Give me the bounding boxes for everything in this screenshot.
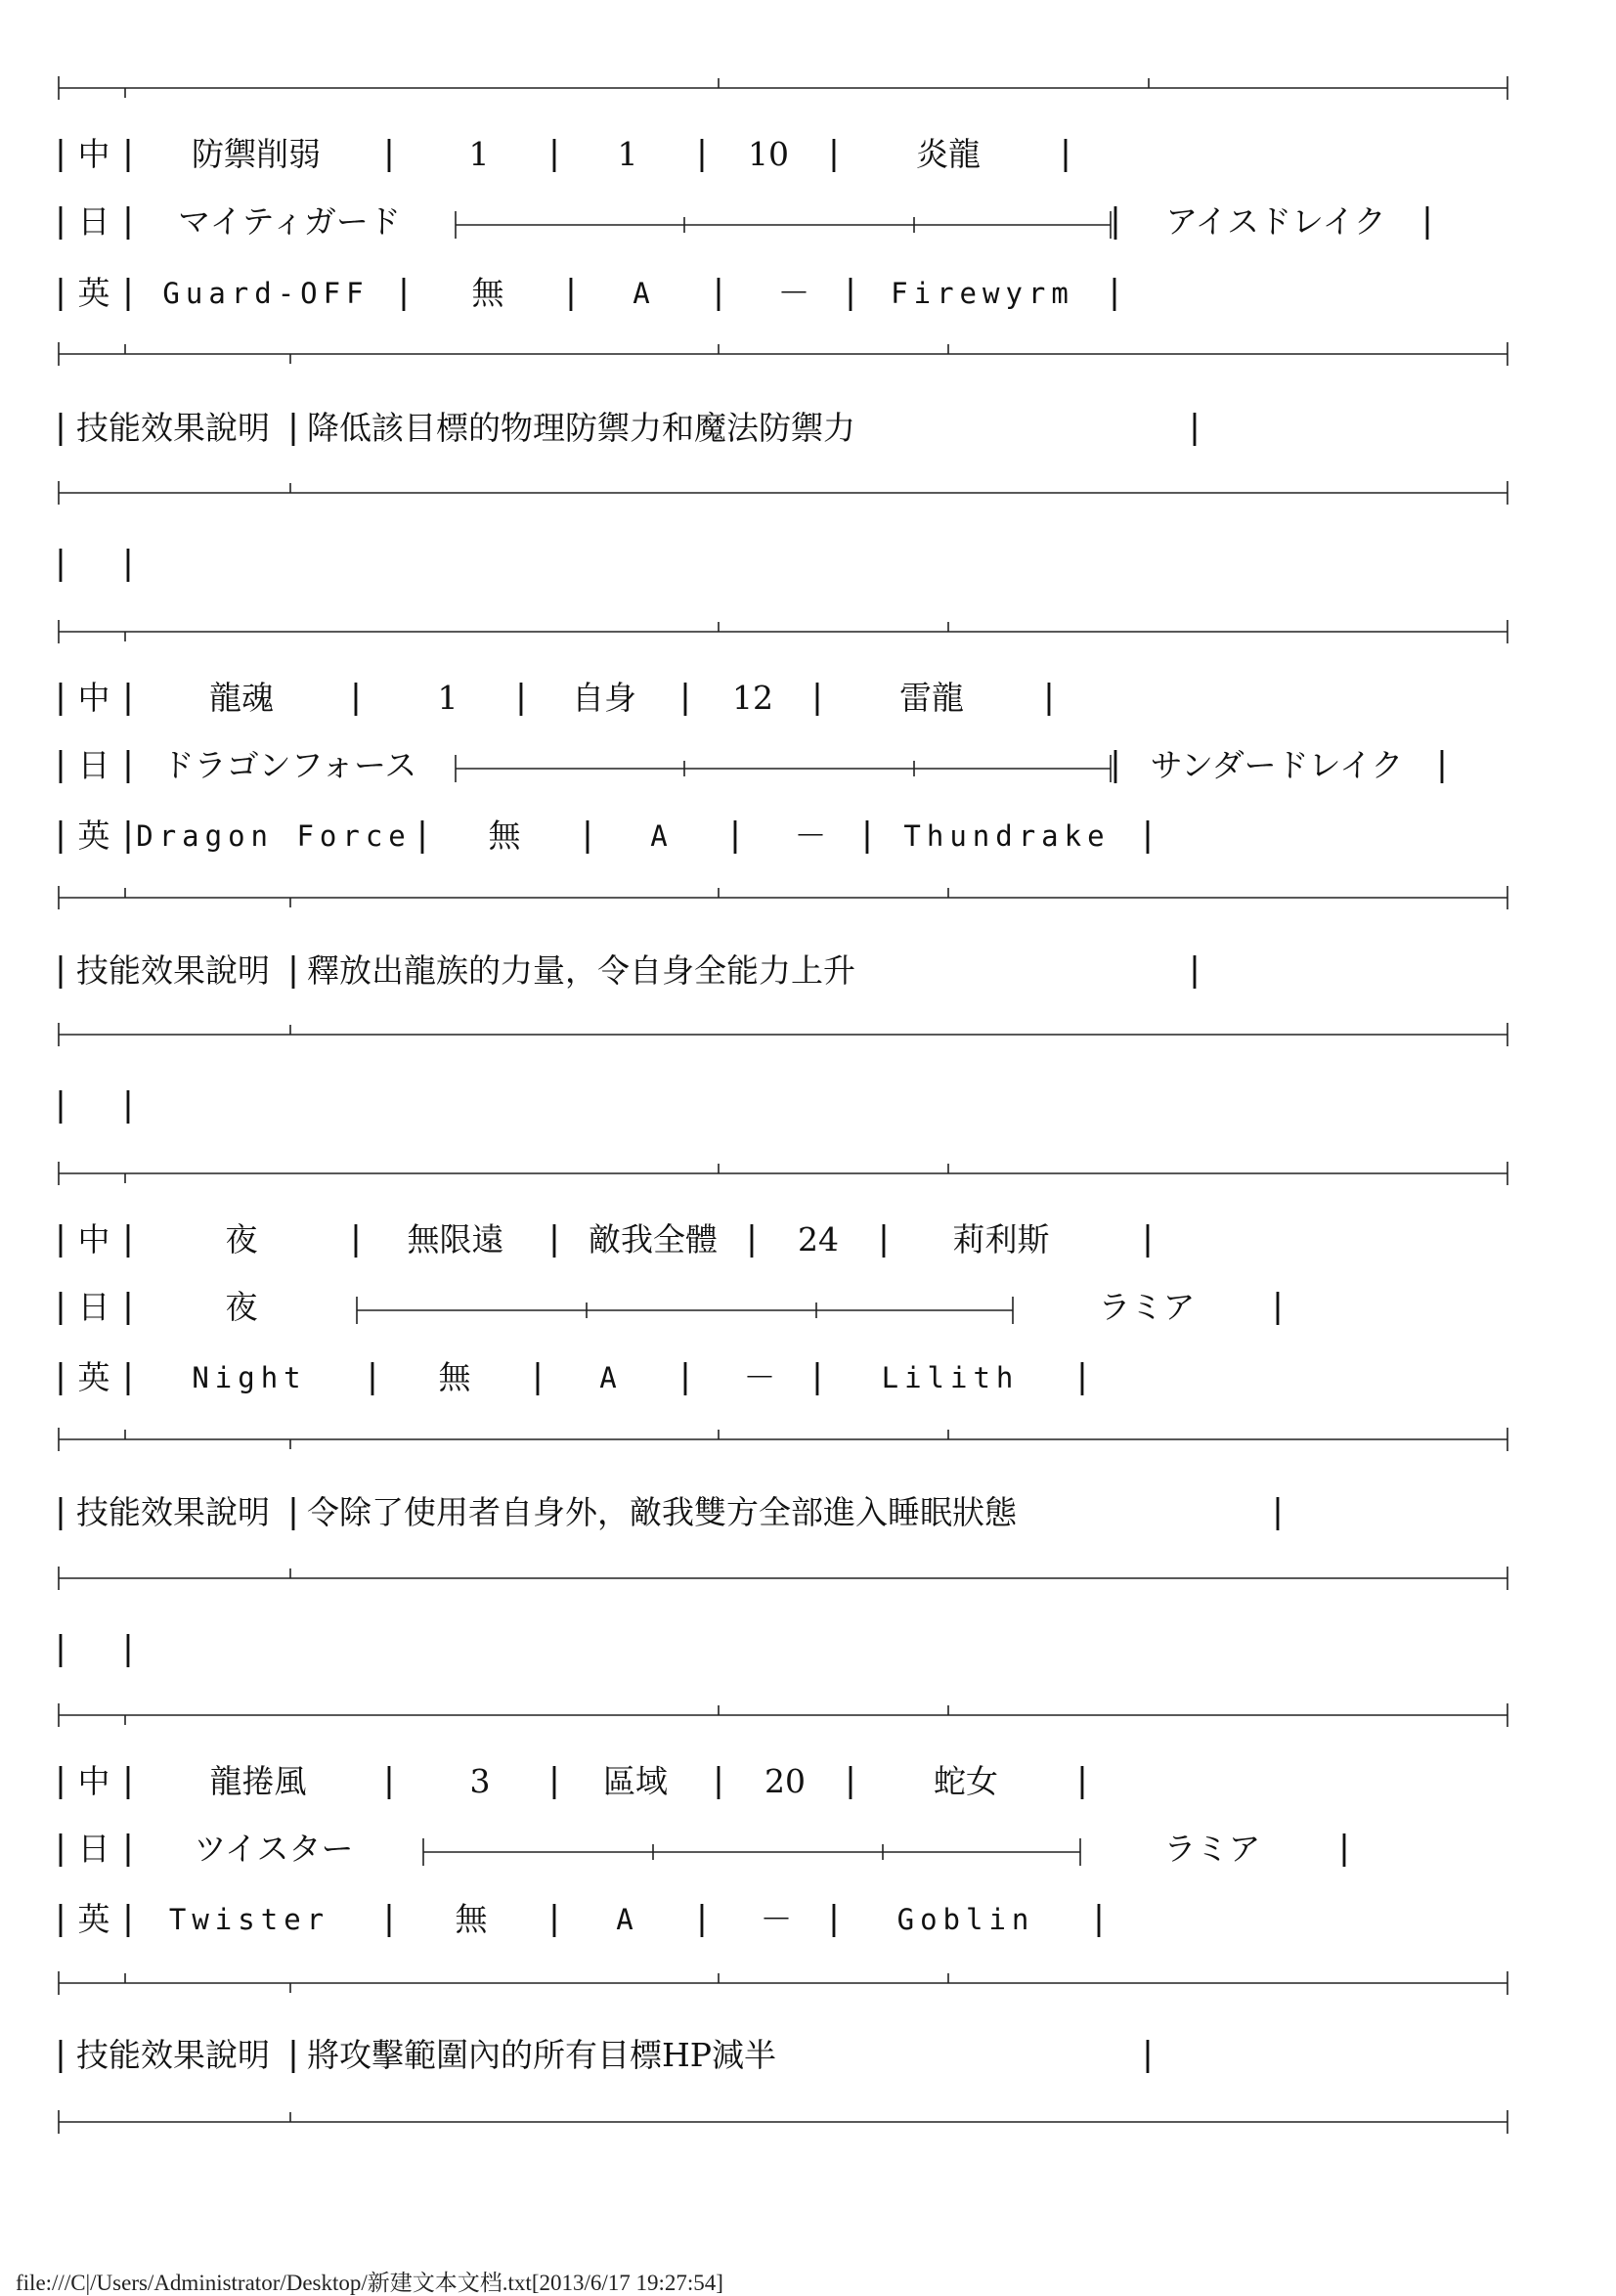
label-ja: 日 bbox=[77, 1830, 110, 1868]
skill-attr: 無 bbox=[438, 1358, 471, 1396]
monster-ja: アイスドレイク bbox=[1165, 202, 1386, 241]
column-divider: | bbox=[1267, 1492, 1288, 1531]
column-divider: | bbox=[378, 134, 400, 173]
column-divider: | bbox=[840, 273, 861, 312]
column-divider: | bbox=[50, 1492, 71, 1531]
label-zh: 中 bbox=[77, 1762, 110, 1800]
column-divider: | bbox=[50, 1829, 71, 1868]
column-divider: | bbox=[50, 816, 71, 855]
column-divider: | bbox=[807, 1357, 828, 1396]
skill-name-zh: 防禦削弱 bbox=[192, 135, 321, 173]
file-path-footer: file:///C|/Users/Administrator/Desktop/新建文本文档.txt[2013/6/17 19:27:54] bbox=[16, 2271, 723, 2295]
skill-description: 降低該目標的物理防禦力和魔法防禦力 bbox=[307, 409, 855, 447]
column-divider: | bbox=[675, 1357, 696, 1396]
column-divider: | bbox=[1333, 1829, 1355, 1868]
column-divider: | bbox=[708, 1761, 729, 1800]
column-divider: | bbox=[50, 678, 71, 717]
column-divider: | bbox=[1071, 1761, 1093, 1800]
column-divider: | bbox=[50, 273, 71, 312]
column-divider: | bbox=[1137, 2035, 1158, 2074]
desc-label: 技能效果說明 bbox=[76, 1493, 270, 1531]
column-divider: | bbox=[117, 544, 139, 583]
column-divider: | bbox=[117, 678, 139, 717]
label-en: 英 bbox=[77, 1358, 110, 1396]
column-divider: | bbox=[1267, 1287, 1288, 1326]
monster-en: Thundrake bbox=[903, 819, 1111, 853]
column-divider: | bbox=[50, 1761, 71, 1800]
label-en: 英 bbox=[77, 817, 110, 855]
column-divider: | bbox=[856, 816, 878, 855]
column-divider: | bbox=[50, 1287, 71, 1326]
column-divider: | bbox=[117, 1629, 139, 1668]
desc-label: 技能效果說明 bbox=[76, 2036, 270, 2074]
column-divider: | bbox=[544, 1761, 565, 1800]
column-divider: | bbox=[510, 678, 532, 717]
column-divider: | bbox=[708, 273, 729, 312]
column-divider: | bbox=[50, 1219, 71, 1258]
column-divider: | bbox=[1105, 201, 1126, 241]
column-divider: | bbox=[50, 1629, 71, 1668]
column-divider: | bbox=[50, 544, 71, 583]
column-divider: | bbox=[741, 1219, 763, 1258]
column-divider: | bbox=[1137, 816, 1158, 855]
skill-target: 自身 bbox=[572, 679, 636, 717]
column-divider: | bbox=[393, 273, 415, 312]
monster-ja: サンダードレイク bbox=[1150, 746, 1404, 784]
column-divider: | bbox=[1105, 745, 1126, 784]
column-divider: | bbox=[117, 1219, 139, 1258]
skill-name-en: Night bbox=[192, 1361, 307, 1394]
column-divider: | bbox=[117, 816, 139, 855]
column-divider: | bbox=[544, 1219, 565, 1258]
monster-ja: ラミア bbox=[1098, 1288, 1196, 1326]
label-en: 英 bbox=[77, 1900, 110, 1938]
label-en: 英 bbox=[77, 274, 110, 312]
monster-en: Firewyrm bbox=[891, 277, 1074, 310]
column-divider: | bbox=[117, 201, 139, 241]
skill-range: 1 bbox=[437, 679, 459, 717]
skill-description: 將攻擊範圍內的所有目標HP減半 bbox=[307, 2036, 776, 2074]
skill-name-en: Twister bbox=[168, 1903, 330, 1936]
column-divider: | bbox=[117, 745, 139, 784]
column-divider: | bbox=[50, 2035, 71, 2074]
label-ja: 日 bbox=[77, 746, 110, 784]
monster-zh: 莉利斯 bbox=[952, 1220, 1050, 1258]
skill-target: 區域 bbox=[603, 1762, 668, 1800]
monster-zh: 雷龍 bbox=[899, 679, 964, 717]
column-divider: | bbox=[691, 1899, 713, 1938]
column-divider: | bbox=[117, 1829, 139, 1868]
column-divider: | bbox=[50, 1085, 71, 1125]
skill-dash: － bbox=[777, 274, 810, 312]
skill-grade: A bbox=[599, 1361, 623, 1394]
column-divider: | bbox=[50, 1899, 71, 1938]
skill-name-zh: 龍捲風 bbox=[209, 1762, 307, 1800]
column-divider: | bbox=[117, 1899, 139, 1938]
column-divider: | bbox=[807, 678, 828, 717]
column-divider: | bbox=[1071, 1357, 1093, 1396]
skill-cost: 12 bbox=[732, 679, 773, 717]
skill-cost: 20 bbox=[764, 1762, 806, 1800]
skill-name-en: Guard-OFF bbox=[162, 277, 370, 310]
skill-range: 1 bbox=[468, 135, 490, 173]
label-zh: 中 bbox=[77, 1220, 110, 1258]
column-divider: | bbox=[560, 273, 582, 312]
skill-name-zh: 夜 bbox=[225, 1220, 258, 1258]
desc-label: 技能效果說明 bbox=[76, 951, 270, 990]
column-divider: | bbox=[50, 408, 71, 447]
skill-grade: A bbox=[633, 277, 656, 310]
column-divider: | bbox=[283, 2035, 304, 2074]
label-zh: 中 bbox=[77, 135, 110, 173]
skill-target: 1 bbox=[617, 135, 638, 173]
skill-dash: － bbox=[794, 817, 827, 855]
column-divider: | bbox=[873, 1219, 895, 1258]
column-divider: | bbox=[50, 134, 71, 173]
column-divider: | bbox=[1055, 134, 1076, 173]
column-divider: | bbox=[675, 678, 696, 717]
column-divider: | bbox=[1184, 408, 1205, 447]
column-divider: | bbox=[345, 678, 367, 717]
column-divider: | bbox=[345, 1219, 367, 1258]
column-divider: | bbox=[1431, 745, 1453, 784]
skill-description: 釋放出龍族的力量，令自身全能力上升 bbox=[307, 951, 855, 990]
monster-ja: ラミア bbox=[1163, 1830, 1261, 1868]
column-divider: | bbox=[527, 1357, 548, 1396]
skill-dash: － bbox=[760, 1900, 793, 1938]
column-divider: | bbox=[117, 134, 139, 173]
column-divider: | bbox=[577, 816, 598, 855]
skill-name-en: Dragon Force bbox=[136, 819, 412, 853]
column-divider: | bbox=[724, 816, 746, 855]
column-divider: | bbox=[823, 1899, 845, 1938]
monster-zh: 蛇女 bbox=[934, 1762, 998, 1800]
monster-zh: 炎龍 bbox=[916, 135, 981, 173]
column-divider: | bbox=[362, 1357, 383, 1396]
column-divider: | bbox=[691, 134, 713, 173]
column-divider: | bbox=[283, 950, 304, 990]
column-divider: | bbox=[117, 1287, 139, 1326]
column-divider: | bbox=[117, 273, 139, 312]
skill-name-ja: マイティガード bbox=[178, 202, 401, 241]
column-divider: | bbox=[412, 816, 433, 855]
skill-grade: A bbox=[616, 1903, 639, 1936]
column-divider: | bbox=[378, 1899, 400, 1938]
column-divider: | bbox=[117, 1761, 139, 1800]
skill-attr: 無 bbox=[488, 817, 521, 855]
column-divider: | bbox=[840, 1761, 861, 1800]
column-divider: | bbox=[1137, 1219, 1158, 1258]
column-divider: | bbox=[1184, 950, 1205, 990]
skill-name-ja: ツイスター bbox=[194, 1830, 354, 1868]
skill-range: 無限遠 bbox=[407, 1220, 504, 1258]
column-divider: | bbox=[1104, 273, 1125, 312]
skill-description: 令除了使用者自身外，敵我雙方全部進入睡眠狀態 bbox=[307, 1493, 1017, 1531]
label-zh: 中 bbox=[77, 679, 110, 717]
skill-dash: － bbox=[743, 1358, 776, 1396]
skill-target: 敵我全體 bbox=[589, 1220, 718, 1258]
column-divider: | bbox=[50, 201, 71, 241]
column-divider: | bbox=[1417, 201, 1438, 241]
label-ja: 日 bbox=[77, 202, 110, 241]
skill-name-ja: 夜 bbox=[225, 1288, 258, 1326]
skill-grade: A bbox=[650, 819, 674, 853]
skill-cost: 24 bbox=[798, 1220, 839, 1258]
monster-en: Goblin bbox=[896, 1903, 1035, 1936]
skill-attr: 無 bbox=[471, 274, 504, 312]
desc-label: 技能效果說明 bbox=[76, 409, 270, 447]
column-divider: | bbox=[283, 408, 304, 447]
column-divider: | bbox=[117, 1357, 139, 1396]
column-divider: | bbox=[50, 950, 71, 990]
label-ja: 日 bbox=[77, 1288, 110, 1326]
skill-range: 3 bbox=[469, 1762, 491, 1800]
column-divider: | bbox=[1088, 1899, 1110, 1938]
column-divider: | bbox=[544, 134, 565, 173]
skill-attr: 無 bbox=[455, 1900, 488, 1938]
column-divider: | bbox=[50, 1357, 71, 1396]
column-divider: | bbox=[50, 745, 71, 784]
column-divider: | bbox=[1038, 678, 1060, 717]
column-divider: | bbox=[544, 1899, 565, 1938]
column-divider: | bbox=[283, 1492, 304, 1531]
skill-name-ja: ドラゴンフォース bbox=[161, 746, 417, 784]
skill-name-zh: 龍魂 bbox=[209, 679, 274, 717]
column-divider: | bbox=[117, 1085, 139, 1125]
column-divider: | bbox=[823, 134, 845, 173]
monster-en: Lilith bbox=[881, 1361, 1020, 1394]
skill-cost: 10 bbox=[748, 135, 789, 173]
column-divider: | bbox=[378, 1761, 400, 1800]
